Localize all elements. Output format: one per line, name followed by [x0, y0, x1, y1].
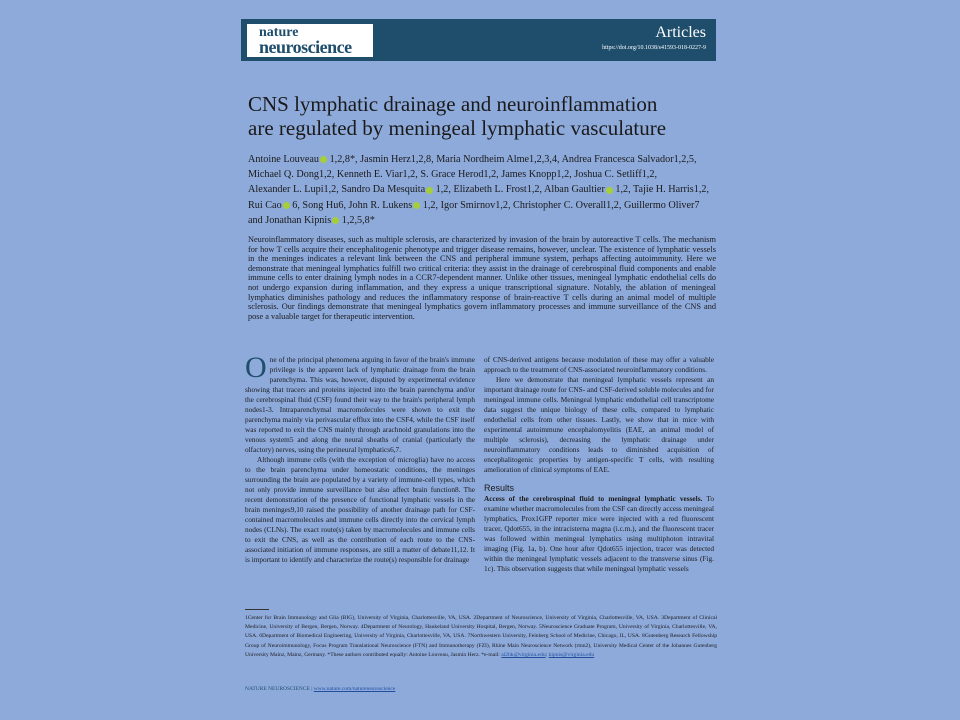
- title-line: CNS lymphatic drainage and neuroinflammation: [248, 92, 658, 116]
- section-label: Articles: [655, 24, 706, 41]
- author-line: [248, 182, 718, 197]
- body-column-left: [245, 351, 475, 565]
- author-text: Michael Q. Dong1,2, Kenneth E. Viar1,2, S. Grace Herod1,2, James Knopp1,2, Joshua C. Setliff1,2,: [248, 169, 657, 181]
- logo-top-text: nature: [259, 25, 299, 40]
- author-text: Alexander L. Lupi1,2, Sandro Da Mesquita: [248, 184, 426, 196]
- orcid-icon[interactable]: [320, 156, 327, 163]
- author-text: 1,2, Igor Smirnov1,2, Christopher C. Overall1,2, Guillermo Oliver7: [420, 199, 700, 211]
- drop-cap: O: [245, 351, 267, 384]
- footer-journal: NATURE NEUROSCIENCE: [245, 686, 310, 692]
- journal-logo: [247, 24, 373, 57]
- author-text: and Jonathan Kipnis: [248, 214, 332, 226]
- affiliations-text: 1Center for Brain Immunology and Glia (BIG), University of Virginia, Charlottesville, VA, USA. 2Department of Neuroscience, University of Virginia, Charlottesville, VA, USA. 3Department of Clinical Medicine, University of Bergen, Bergen, Norway. 4Department of Neurology, Haukeland University Hospital, Bergen, Norway. 5Neuroscience Graduate Program, University of Virginia, Charlottesville, VA, USA. 6Department of Biomedical Engineering, University of Virginia, Charlottesville, VA, USA. 7Northwestern University, Feinberg School of Medicine, Chicago, IL, USA. 8Gutenberg Research Fellowship Group of Neuroimmunology, Focus Program Translational Neuroscience (FTN) and Immunotherapy (FZI), Rhine Main Neuroscience Network (rmn2), University Medical Center of the Johannes Gutenberg University Mainz, Mainz, Germany. *These authors contributed equally: Antoine Louveau, Jasmin Herz. *e-mail:: [245, 615, 717, 658]
- journal-header: [241, 19, 716, 61]
- article-title: [248, 92, 718, 140]
- author-text: Rui Cao: [248, 199, 282, 211]
- author-text: 1,2, Elizabeth L. Frost1,2, Alban Gaultier: [433, 184, 605, 196]
- author-list: [248, 152, 718, 228]
- page-footer: [245, 686, 395, 692]
- paragraph: [484, 494, 714, 574]
- orcid-icon[interactable]: [606, 187, 613, 194]
- body-column-right: [484, 355, 714, 574]
- author-line: [248, 152, 718, 167]
- paragraph: Although immune cells (with the exception of microglia) have no access to the brain parenchyma under homeostatic conditions, the meninges surrounding the brain are populated by a variety of immune-cell types, which not only provide immune surveillance but also affect brain function8. The recent demonstration of the presence of functional lymphatic vessels in the brain meninges9,10 raised the possibility of another drainage path for CSF-contained macromolecules and immune cells directly into the cervical lymph nodes (CLNs). The exact route(s) taken by macromolecules and immune cells to exit the CNS, as well as the contribution of each route to the CNS-associated initiation of immune responses, are still a matter of debate11,12. It is important to identify and characterize the route(s) responsible for drainage: [245, 455, 475, 564]
- author-text: 1,2,5,8*: [339, 214, 375, 226]
- author-text: 1,2, Tajie H. Harris1,2,: [612, 184, 710, 196]
- title-line: are regulated by meningeal lymphatic vasculature: [248, 116, 667, 140]
- affiliations-footnote: [245, 614, 717, 660]
- paragraph: of CNS-derived antigens because modulation of these may offer a valuable approach to the treatment of CNS-associated neuroinflammatory conditions.: [484, 355, 714, 374]
- paragraph: [245, 351, 475, 455]
- author-line: [248, 198, 718, 213]
- abstract: Neuroinflammatory diseases, such as multiple sclerosis, are characterized by invasion of the brain by autoreactive T cells. The mechanism for how T cells acquire their encephalitogenic phenotype and trigger disease remains, however, unclear. The existence of lymphatic vessels in the meninges indicates a relevant link between the CNS and peripheral immune system, perhaps affecting autoimmunity. Here we demonstrate that meningeal lymphatics fulfill two critical criteria: they assist in the drainage of cerebrospinal fluid components and enable immune cells to enter draining lymph nodes in a CCR7-dependent manner. Unlike other tissues, meningeal lymphatic endothelial cells do not undergo expansion during inflammation, and they express a unique transcriptional signature. Notably, the ablation of meningeal lymphatics diminishes pathology and reduces the inflammatory response of brain-reactive T cells during an animal model of multiple sclerosis. Our findings demonstrate that meningeal lymphatics govern inflammatory processes and immune surveillance of the CNS and pose a valuable target for therapeutic intervention.: [248, 235, 716, 321]
- doi-link[interactable]: https://doi.org/10.1038/s41593-018-0227-9: [602, 45, 706, 51]
- paragraph-text: To examine whether macromolecules from the CSF can directly access meningeal lymphatics, Prox1GFP reporter mice were injected with a red fluorescent tracer, Qdot655, in the intracisterna magna (i.c.m.), and the fluorescent tracer was followed within meningeal lymphatics using multiphoton intravital imaging (Fig. 1a, b). One hour after Qdot655 injection, tracer was detected within the meningeal lymphatic vessels adjacent to the transverse sinus (Fig. 1c). This observation suggests that while meningeal lymphatic vessels: [484, 494, 714, 573]
- author-line: [248, 213, 718, 228]
- footnote-divider: [245, 609, 269, 610]
- paragraph-text: ne of the principal phenomena arguing in favor of the brain's immune privilege is the apparent lack of lymphatic drainage from the brain parenchyma. This was, however, disputed by experimental evidence showing that tracers and proteins injected into the brain parenchyma and/or the cerebrospinal fluid (CSF) found their way to the brain's peripheral lymph nodes1-3. Intraparenchymal macromolecules were shown to exit the parenchyma mainly via perivascular efflux into the CSF4, while the CSF itself was reported to exit the CNS mainly through arachnoid granulations into the venous system5 and along the neural sheaths of cranial (particularly the olfactory) nerves, using the perineural lymphatics6,7.: [245, 355, 475, 454]
- results-heading: Results: [484, 483, 515, 493]
- footer-separator: |: [309, 686, 314, 692]
- email-separator: ;: [545, 651, 549, 658]
- email-link[interactable]: al2hk@virginia.edu: [501, 651, 546, 658]
- logo-bottom-text: neuroscience: [259, 37, 352, 57]
- orcid-icon[interactable]: [283, 202, 290, 209]
- author-text: 1,2,8*, Jasmin Herz1,2,8, Maria Nordheim Alme1,2,3,4, Andrea Francesca Salvador1,2,5,: [327, 154, 697, 165]
- results-subheading: Access of the cerebrospinal fluid to meningeal lymphatic vessels.: [484, 494, 703, 503]
- email-link[interactable]: kipnis@virginia.edu: [548, 651, 595, 658]
- author-line: [248, 167, 718, 182]
- author-name: Antoine Louveau: [248, 154, 320, 165]
- author-text: 6, Song Hu6, John R. Lukens: [289, 199, 413, 211]
- paragraph: Here we demonstrate that meningeal lymphatic vessels represent an important drainage route for CNS- and CSF-derived soluble molecules and for meningeal immune cells. Meningeal lymphatic endothelial cell transcriptome data suggest the unique biology of these cells, compared to lymphatic endothelial cells from other tissues. Lastly, we show that in mice with experimental autoimmune encephalomyelitis (EAE, an animal model of multiple sclerosis), decreasing the lymphatic drainage under neuroinflammatory conditions leads to diminished acquisition of encephalitogenic properties by antigen-specific T cells, with resulting amelioration of clinical symptoms of EAE.: [484, 375, 714, 474]
- journal-url-link[interactable]: www.nature.com/natureneuroscience: [313, 686, 396, 692]
